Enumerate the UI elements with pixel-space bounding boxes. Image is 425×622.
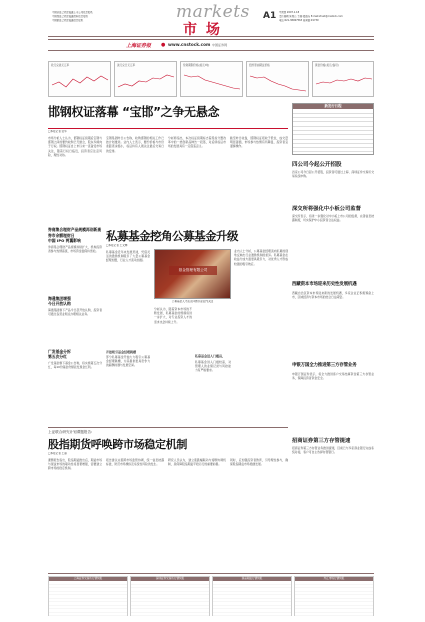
chart-yen xyxy=(114,61,177,97)
footer-table-title: 商品期货行情快报 xyxy=(213,577,291,581)
lead-body-col3: 分析师指出，本次权证到期标志着股权分置改革中的一类创新品种告一段落，对后续权证市场的发展具有一定借鉴意义。 xyxy=(168,136,226,149)
edition-number: A1 xyxy=(263,11,277,21)
bottom-body-col3: 研究人员认为，建立涨跌幅联动与熔断协调机制，是保障股指期货平稳运行的重要前提。 xyxy=(168,458,226,467)
lead-rule xyxy=(48,128,288,129)
chart-title: 伦敦期铜价格(美元/吨) xyxy=(183,64,210,67)
editor-line: 责任编辑:朱周良 美编:邵海涛 E-mail:zhuzl@cnstock.com xyxy=(279,15,343,18)
feature-headline: 私募基金挖角公募基金升级 xyxy=(106,229,238,243)
footer-table-title: 外汇市场行情快报 xyxy=(295,577,373,581)
brief-1-title: 券商集合理财产品规模再创新高 xyxy=(48,227,102,232)
bottom-body-col1: 课题报告指出，股指期货推出后，期货市场与现货市场的联动性将显著增强，需要建立跨市场的稳定机制。 xyxy=(48,458,102,471)
feature-body-col4: 私募基金进入门槛较高，对管理人的业绩记录与风控能力有严格要求。 xyxy=(195,360,231,373)
feature-byline: □本报记者 王文舞 xyxy=(106,244,128,247)
lead-body-col2: 宝钢集团昨日公告称，收购邯钢的相关工作已按计划推进。业内人士表示，要约价格与市价差距逐步缩小，权证持有人须关注最后交易日的安排。 xyxy=(106,136,164,153)
chart-title: 纽约原油期货价格 xyxy=(249,64,270,67)
right-h1: 四公司今起公开招股 xyxy=(292,162,342,168)
bottom-byline: □本报记者 王丽 xyxy=(48,452,67,455)
footer-table-3 xyxy=(212,576,292,616)
brief-1-title-b: 券市余额理财日 xyxy=(48,233,75,238)
chart-line xyxy=(49,67,112,97)
banner-tagline: 中国证券网 xyxy=(212,43,228,47)
issue-date: 星期四 2007.1.18 xyxy=(279,11,300,14)
brief-2-body: 海通集团旗下产品今日起开放认购，投资者可通过各营业网点办理相关业务。 xyxy=(48,308,102,317)
footer-table-4 xyxy=(294,576,374,616)
chart-title: 欧元兑美元汇率 xyxy=(51,64,70,67)
footer-table-title: 深圳证券交易所行情快报 xyxy=(131,577,209,581)
photo-sign: 基金管理有限公司 xyxy=(169,266,217,275)
footer-table-rows xyxy=(131,581,209,617)
chart-euro xyxy=(48,61,111,97)
logo-chinese: 市 场 xyxy=(183,22,222,38)
feature-sub1: 开始吸引基金经理跳槽 xyxy=(106,350,137,354)
right-h3-body: 西藏自治区资本市场迎来新的发展机遇，多家企业正积极筹备上市，区域经济与资本市场的结合日益紧密。 xyxy=(292,291,374,300)
feature-intro: 私募基金近年来发展迅速，凭借灵活的激励机制吸引了大量公募基金经理加盟，行业人才流动加剧。 xyxy=(106,250,150,263)
right-h1-body: 四家公司今日起公开招股，投资者可通过上海、深圳证券交易所交易系统申购。 xyxy=(292,170,374,179)
chart-title: 美元兑日元汇率 xyxy=(117,64,136,67)
bottom-headline: 股指期货呼唤跨市场稳定机制 xyxy=(48,438,188,451)
brief-3-title: 广发基金分拆 xyxy=(48,349,71,354)
bottom-body-col2: 报告建议完善跨市场监管协调，统一信息披露标准，防范市场操纵及系统性风险的发生。 xyxy=(106,458,164,467)
ipo-table xyxy=(293,109,373,152)
masthead-rule xyxy=(48,36,374,37)
right-h3: 西藏资本市场迎来历史性发展机遇 xyxy=(292,282,357,287)
lead-headline: 邯钢权证落幕 “宝邯”之争无悬念 xyxy=(48,105,220,119)
chart-line xyxy=(313,67,375,97)
logo-english: markets xyxy=(176,2,250,22)
chart-gold xyxy=(312,61,374,97)
chart-oil xyxy=(246,61,309,97)
brief-1-body: 券商集合理财产品规模持续扩大，机构投资者参与热情高涨，市场资金面保持宽松。 xyxy=(48,245,102,254)
banner xyxy=(48,39,374,51)
lead-byline: □本报记者 张华 xyxy=(48,130,67,133)
footer-table-rows xyxy=(213,581,291,617)
chart-line xyxy=(181,67,244,97)
brief-3-body: 广发基金旗下基金公告称，将实施第五次分红，每10份基金份额派发现金红利。 xyxy=(48,361,102,370)
masthead xyxy=(0,0,425,44)
banner-paper-name: 上海证券报 xyxy=(126,43,152,49)
feature-sub2: 私募基金进入门槛高， xyxy=(195,354,226,358)
masthead-notice-2: 中国保监会指定披露保险信息报纸 xyxy=(52,15,88,18)
photo-caption: 公募基金人才流失问题引起业内关注 xyxy=(171,300,214,303)
right-h4: 申银万国全力推进第三方存管业务 xyxy=(292,363,357,368)
right-h2-body: 深交所表示，将进一步强化对中小板上市公司的监督，完善信息披露制度，切实保护中小投资者合法权益。 xyxy=(292,214,374,223)
chart-title: 黄金价格(美元/盎司) xyxy=(315,64,339,67)
footer-table-title: 上海证券交易所行情快报 xyxy=(49,577,127,581)
feature-body-col3: 分析认为，随着资本市场的不断发展，私募基金的规模将进一步扩大，对专业投资人才的需求也会持续上升。 xyxy=(154,307,192,324)
lead-body-col1: 市场分析人士认为，邯钢权证到期后宝钢与邯钢之间的要约收购已无悬念，股东多倾向于行权。邯钢权证自上市以来一直备受市场关注，随着行权日临近，投资者应注意风险，理性对待。 xyxy=(48,136,102,157)
footer-rule xyxy=(48,573,374,574)
feature-body-col2: 业内人士分析，公募基金经理流向私募的现象反映出行业激励机制的差异。私募基金在收益分成方面更具吸引力，对优秀人才形成较强的吸引效应。 xyxy=(234,249,288,266)
footer-table-1 xyxy=(48,576,128,616)
phone-line: 电话:021-38967563 新闻部:91739 xyxy=(279,19,319,22)
right-h5: 招商证券第三方存管提速 xyxy=(292,438,351,444)
feature-body-col1b: 部分私募基金开始大力吸引公募基金经理跳槽，为其提供更具竞争力的薪酬待遇与发展空间。 xyxy=(106,355,150,368)
footer-table-rows xyxy=(49,581,127,617)
masthead-notice-3: 中国银监会指定披露信息报纸 xyxy=(52,19,84,22)
chart-line xyxy=(247,67,310,97)
lead-body-col4: 截至昨日收盘，邯钢权证报收于低位，成交量明显萎缩，市场参与热情有所降温，投资者宜谨慎操作。 xyxy=(230,136,288,149)
brief-2-title-b: 今日开放认购 xyxy=(48,301,71,306)
brief-3-title-b: 第五次分红 xyxy=(48,354,67,359)
brief-2-title: 海通集团增强 xyxy=(48,296,71,301)
bottom-rule xyxy=(48,427,288,428)
right-h5-body: 招商证券第三方存管业务推进提速，目前已与多家商业银行完成系统对接，客户可自主选择存管银行。 xyxy=(292,446,374,455)
ipo-box-title: 新发行日程 xyxy=(293,104,373,109)
feature-photo xyxy=(154,249,231,299)
footer-table-2 xyxy=(130,576,210,616)
footer-table-rows xyxy=(295,581,373,617)
chart-line xyxy=(115,67,178,97)
right-h4-body: 申银万国证券表示，将全力推进客户交易结算资金第三方存管业务，保障投资者资金安全。 xyxy=(292,372,374,381)
bottom-kicker: 上证联合研究计划课题报告: xyxy=(48,430,93,434)
right-h2: 深交所将强化中小板公司监督 xyxy=(292,206,361,212)
banner-url[interactable]: www.cnstock.com xyxy=(168,42,211,48)
brief-1-title-c: 中国 IPO 两翼影响 xyxy=(48,238,81,243)
bottom-body-col4: 同时，应加强投资者教育，引导理性参与，确保股指期货市场稳健发展。 xyxy=(230,458,288,467)
masthead-notice-1: 中国证监会指定披露上市公司信息报纸 xyxy=(52,11,93,14)
globe-icon: ● xyxy=(161,42,166,48)
chart-copper xyxy=(180,61,243,97)
ipo-box xyxy=(292,103,374,155)
